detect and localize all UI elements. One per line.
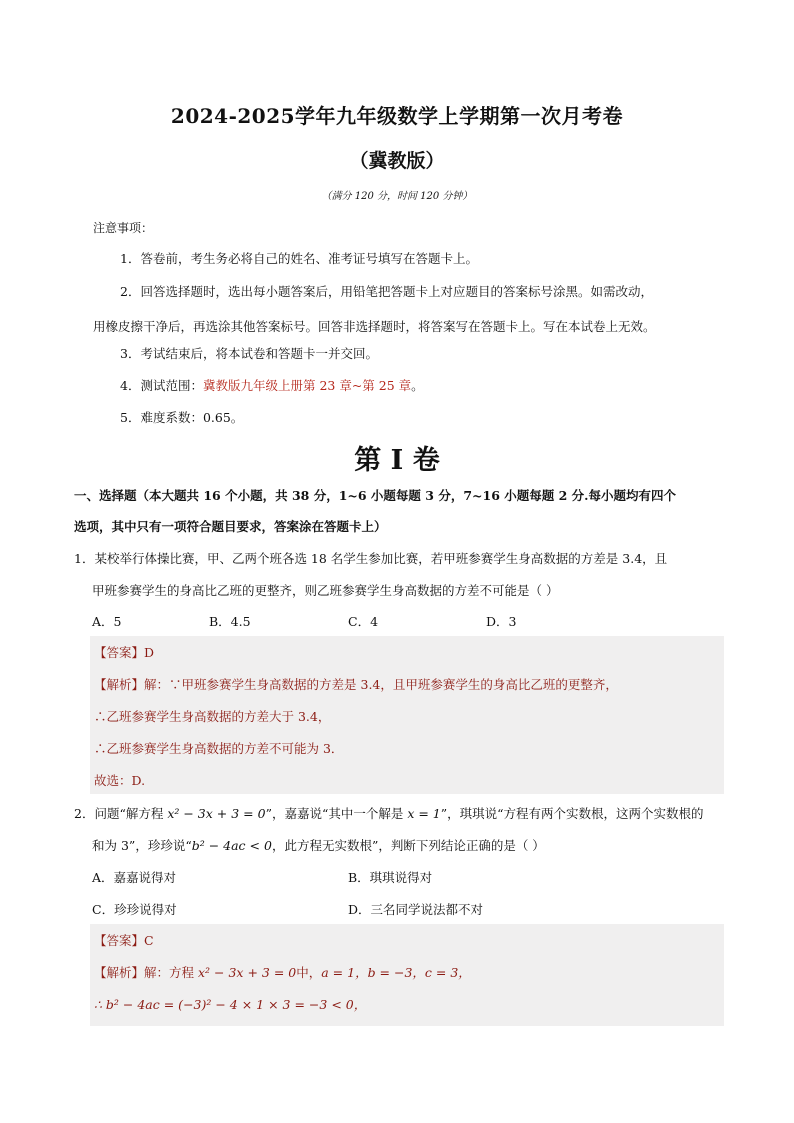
q2-option-c: C．珍珍说得对 <box>92 902 177 917</box>
q2-analysis-1b: 中， <box>296 965 322 980</box>
section-intro-line-2: 选项，其中只有一项符合题目要求，答案涂在答题卡上） <box>74 519 387 534</box>
q2-option-a: A．嘉嘉说得对 <box>92 870 177 885</box>
notes-heading: 注意事项： <box>93 221 154 235</box>
note-item-3: 3．考试结束后，将本试卷和答题卡一并交回。 <box>120 346 378 361</box>
q2-analysis-1a: 解：方程 <box>144 965 198 980</box>
q1-analysis-2: ∴乙班参赛学生身高数据的方差大于 3.4， <box>94 709 331 724</box>
q2-stem-2b: ，此方程无实数根”，判断下列结论正确的是（ ） <box>271 838 545 853</box>
score-time-note: （满分 120 分，时间 120 分钟） <box>321 191 473 202</box>
note-item-4 <box>120 380 424 393</box>
q1-analysis-3: ∴乙班参赛学生身高数据的方差不可能为 3． <box>94 741 344 756</box>
q1-stem-line-1: 1．某校举行体操比赛，甲、乙两个班各选 18 名学生参加比赛，若甲班参赛学生身高数据的方差是 3.4，且 <box>74 551 668 566</box>
q2-analysis-coefficients: a = 1，b = −3，c = 3， <box>321 965 471 980</box>
note-item-4-suffix: 。 <box>411 378 424 393</box>
q2-analysis-label: 【解析】 <box>94 965 145 980</box>
q1-option-a: A．5 <box>92 614 122 629</box>
q1-option-b: B．4.5 <box>209 614 251 629</box>
q1-analysis-4: 故选：D. <box>94 773 146 788</box>
q1-option-d: D．3 <box>486 614 517 629</box>
note-item-4-range: 冀教版九年级上册第 23 章~第 25 章 <box>202 378 412 393</box>
page-title: 2024-2025学年九年级数学上学期第一次月考卷 <box>170 104 624 128</box>
section-intro-line-1: 一、选择题（本大题共 16 个小题，共 38 分，1~6 小题每题 3 分，7~16 小题每题 2 分.每小题均有四个 <box>74 488 676 503</box>
q2-stem-line-1 <box>74 804 704 822</box>
q1-answer-box <box>90 636 724 794</box>
q2-solution: x = 1 <box>407 806 441 821</box>
q2-analysis-equation: x² − 3x + 3 = 0 <box>198 965 297 980</box>
q1-analysis-label: 【解析】 <box>94 677 145 692</box>
section-title: 第 I 卷 <box>354 445 440 476</box>
page-subtitle: （冀教版） <box>349 150 445 172</box>
q2-option-d: D．三名同学说法都不对 <box>348 902 484 917</box>
q2-analysis-1 <box>94 963 471 981</box>
q2-stem-line-2 <box>92 836 545 854</box>
q2-equation: x² − 3x + 3 = 0 <box>167 806 266 821</box>
q1-analysis-1 <box>94 675 618 693</box>
note-item-4-prefix: 4．测试范围： <box>120 378 203 393</box>
note-item-5: 5．难度系数：0.65。 <box>120 410 244 425</box>
q1-analysis-1-text: 解：∵甲班参赛学生身高数据的方差是 3.4，且甲班参赛学生的身高比乙班的更整齐， <box>144 677 618 692</box>
q2-discriminant: b² − 4ac < 0 <box>191 838 272 853</box>
q2-option-b: B．琪琪说得对 <box>348 870 433 885</box>
note-item-2-cont: 用橡皮擦干净后，再选涂其他答案标号。回答非选择题时，将答案写在答题卡上。写在本试卷上无效。 <box>93 319 656 334</box>
q2-stem-1c: ”，琪琪说“方程有两个实数根，这两个实数根的 <box>440 806 704 821</box>
note-item-2: 2．回答选择题时，选出每小题答案后，用铅笔把答题卡上对应题目的答案标号涂黑。如需改动， <box>120 284 653 299</box>
q1-option-c: C．4 <box>348 614 379 629</box>
q2-stem-1b: ”，嘉嘉说“其中一个解是 <box>265 806 408 821</box>
q2-answer-box <box>90 924 724 1026</box>
q1-stem-line-2: 甲班参赛学生的身高比乙班的更整齐，则乙班参赛学生身高数据的方差不可能是（ ） <box>92 583 559 598</box>
q2-answer: 【答案】C <box>94 933 154 948</box>
note-item-1: 1．答卷前，考生务必将自己的姓名、准考证号填写在答题卡上。 <box>120 251 478 266</box>
q1-answer: 【答案】D <box>94 645 155 660</box>
q2-stem-2a: 和为 3”，珍珍说“ <box>92 838 192 853</box>
q2-analysis-2: ∴ b² − 4ac = (−3)² − 4 × 1 × 3 = −3 < 0， <box>94 997 367 1012</box>
q2-stem-1a: 2．问题“解方程 <box>74 806 168 821</box>
